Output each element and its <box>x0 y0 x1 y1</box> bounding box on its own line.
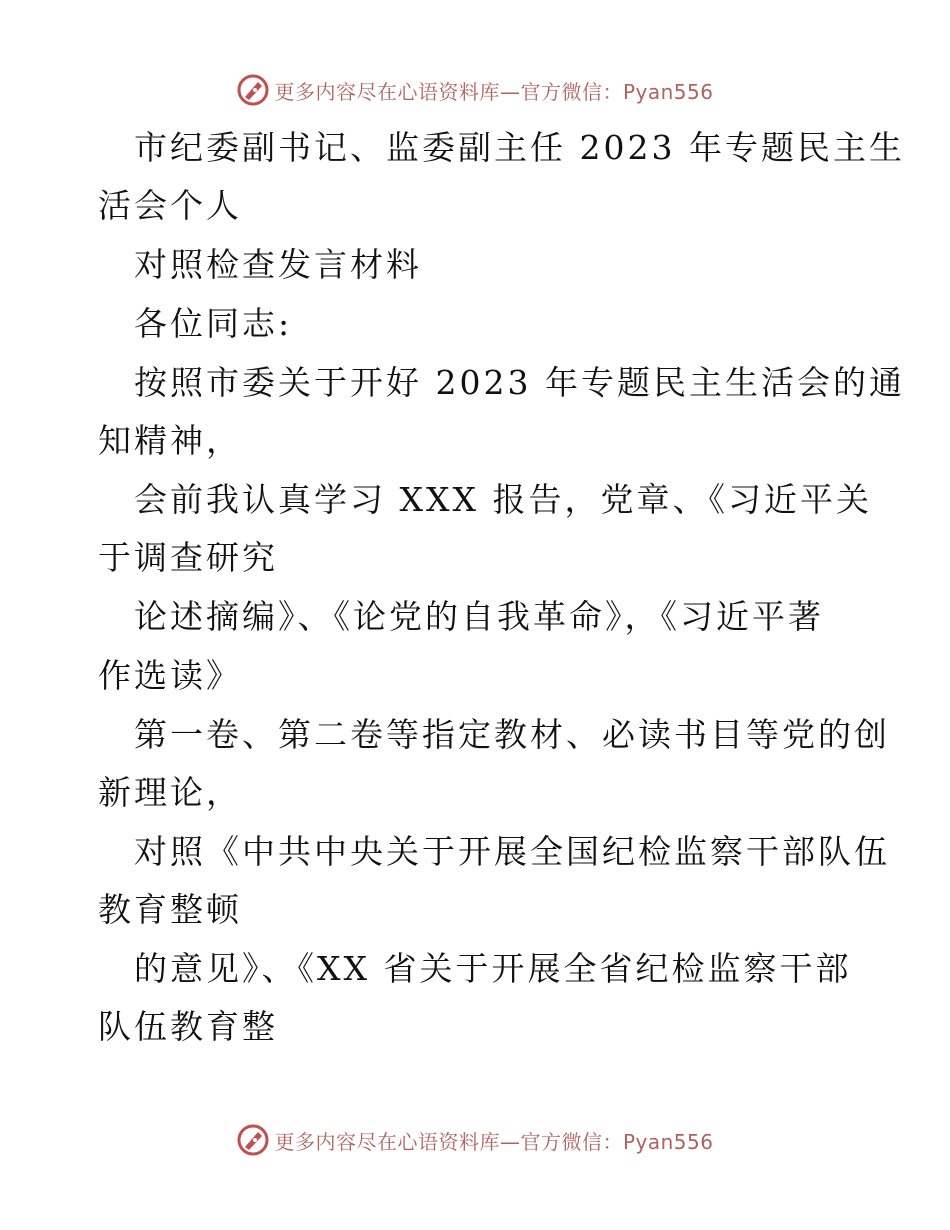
text-line: 于调查研究 <box>98 538 278 577</box>
text-line: 市纪委副书记、监委副主任 2023 年专题民主生 <box>134 128 905 167</box>
footer-watermark <box>0 1120 950 1160</box>
text-line: 对照《中共中央关于开展全国纪检监察干部队伍 <box>134 832 890 871</box>
text-line: 第一卷、第二卷等指定教材、必读书目等党的创 <box>134 715 890 754</box>
watermark-text: 更多内容尽在心语资料库—官方微信：Pyan556 <box>274 79 714 104</box>
text-line: 论述摘编》、《论党的自我革命》，《习近平著 <box>134 597 824 636</box>
text-line: 作选读》 <box>98 656 242 695</box>
header-watermark <box>0 70 950 110</box>
pen-nib-icon <box>236 1123 270 1157</box>
pen-nib-icon <box>236 73 270 107</box>
text-line: 新理论， <box>98 773 242 812</box>
text-line: 各位同志: <box>134 304 293 343</box>
text-line: 活会个人 <box>98 186 242 225</box>
text-line: 按照市委关于开好 2023 年专题民主生活会的通 <box>134 363 905 402</box>
text-line: 队伍教育整 <box>98 1007 278 1046</box>
text-line: 知精神， <box>98 421 242 460</box>
text-line: 教育整顿 <box>98 890 242 929</box>
watermark-text: 更多内容尽在心语资料库—官方微信：Pyan556 <box>274 1129 714 1154</box>
text-line: 会前我认真学习 XXX 报告，党章、《习近平关 <box>134 480 872 519</box>
text-line: 对照检查发言材料 <box>134 245 422 284</box>
text-line: 的意见》、《XX 省关于开展全省纪检监察干部 <box>134 949 852 988</box>
